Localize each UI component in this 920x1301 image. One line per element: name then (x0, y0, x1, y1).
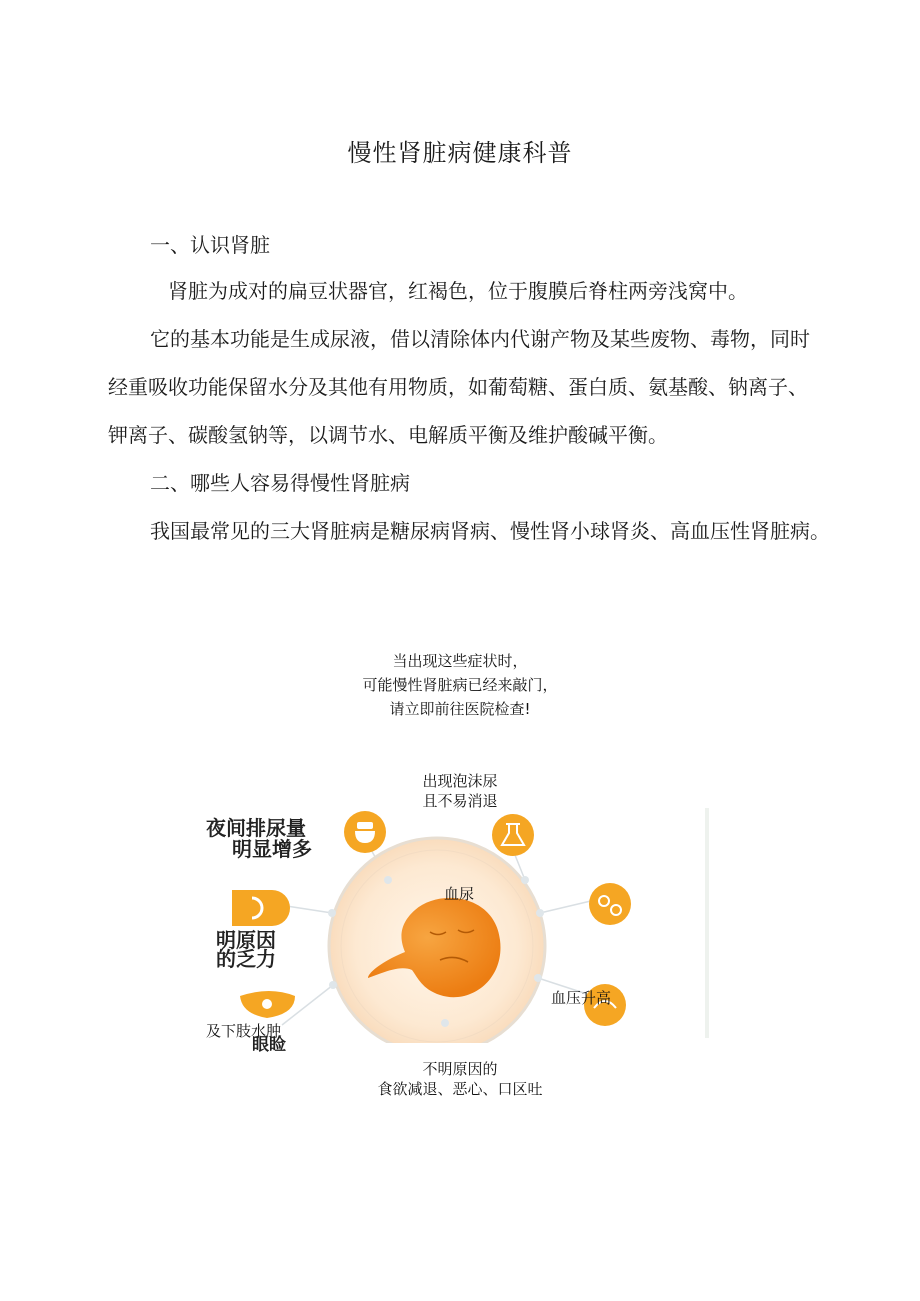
section1-heading: 一、认识肾脏 (150, 233, 270, 257)
symptom-nocturia-line2: 明显增多 (232, 837, 312, 861)
symptom-edema: 及下肢水肿 (206, 1022, 282, 1040)
symptom-appetite-line1: 不明原因的 (422, 1060, 498, 1078)
section2-heading: 二、哪些人容易得慢性肾脏病 (150, 471, 410, 495)
symptom-foam-urine-line1: 出现泡沫尿 (422, 772, 498, 790)
symptom-hematuria: 血尿 (444, 885, 475, 903)
blood-drop-icon (589, 883, 631, 925)
section1-paragraph2-line2: 经重吸收功能保留水分及其他有用物质，如葡萄糖、蛋白质、氨基酸、钠离子、 (108, 375, 808, 399)
section2-paragraph1: 我国最常见的三大肾脏病是糖尿病肾病、慢性肾小球肾炎、高血压性肾脏病。 (150, 519, 830, 543)
section1-paragraph2-line3: 钾离子、碳酸氢钠等，以调节水、电解质平衡及维护酸碱平衡。 (108, 423, 668, 447)
symptom-nocturia-line1: 夜间排尿量 (206, 816, 306, 840)
section1-paragraph2-line1: 它的基本功能是生成尿液，借以清除体内代谢产物及某些废物、毒物，同时 (150, 327, 810, 351)
figure-caption-line3: 请立即前往医院检查! (389, 700, 531, 718)
symptom-appetite-line2: 食欲减退、恶心、口区吐 (377, 1080, 543, 1098)
symptom-fatigue-line1: 明原因 (216, 928, 276, 952)
symptom-fatigue-line2: 的乏力 (216, 947, 276, 971)
page-title: 慢性肾脏病健康科普 (347, 139, 573, 167)
figure-caption-line2: 可能慢性肾脏病已经来敲门， (362, 676, 558, 694)
scan-edge (705, 808, 709, 1038)
symptom-hypertension: 血压升高 (551, 989, 612, 1007)
figure-caption-line1: 当出现这些症状时， (392, 652, 528, 670)
symptom-foam-urine-line2: 且不易消退 (422, 792, 498, 810)
symptom-edema-partial: 眼睑 (252, 1035, 286, 1055)
section1-paragraph1: 肾脏为成对的扁豆状器官，红褐色，位于腹膜后脊柱两旁浅窝中。 (168, 279, 748, 303)
foam-urine-icon (492, 814, 534, 856)
toilet-icon (344, 811, 386, 853)
fatigue-icon (232, 890, 290, 926)
